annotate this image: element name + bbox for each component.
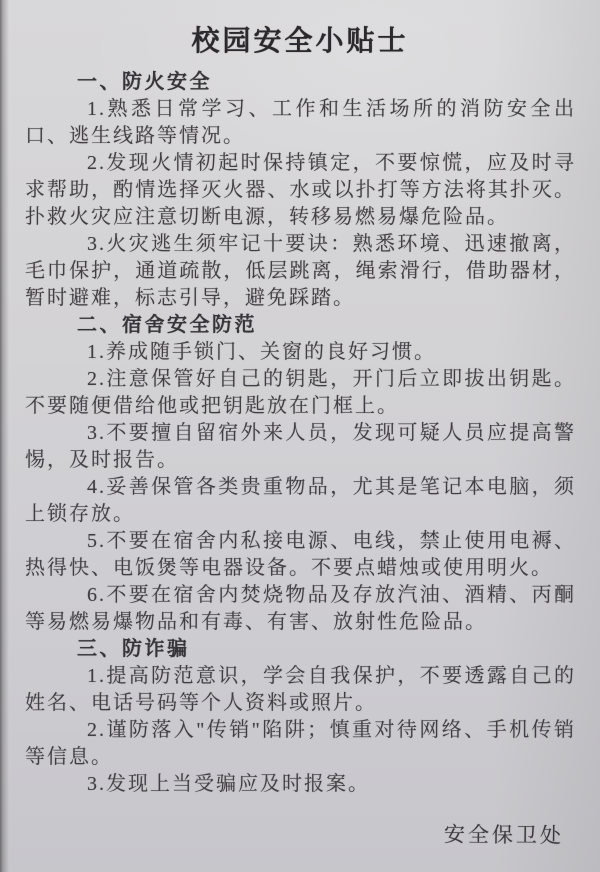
- paragraph-dorm-6: 6.不要在宿舍内焚烧物品及存放汽油、酒精、丙酮等易燃易爆物品和有毒、有害、放射性危险品。: [25, 584, 576, 633]
- paragraph-dorm-4: 4.妥善保管各类贵重物品，尤其是笔记本电脑，须上锁存放。: [25, 476, 576, 525]
- section-fire-safety: [25, 69, 576, 312]
- paragraph-fraud-1: 1.提高防范意识，学会自我保护，不要透露自己的姓名、电话号码等个人资料或照片。: [25, 665, 576, 714]
- paragraph-dorm-3: 3.不要擅自留宿外来人员，发现可疑人员应提高警惕，及时报告。: [25, 422, 576, 471]
- page-title: 校园安全小贴士: [191, 26, 409, 57]
- paragraph-fraud-2: 2.谨防落入"传销"陷阱；慎重对待网络、手机传销等信息。: [25, 719, 576, 768]
- section-heading-fraud-prevention: 三、防诈骗: [77, 638, 190, 660]
- section-heading-dorm-safety: 二、宿舍安全防范: [77, 314, 257, 336]
- paragraph-dorm-2: 2.注意保管好自己的钥匙，开门后立即拔出钥匙。不要随便借给他或把钥匙放在门框上。: [25, 368, 576, 417]
- paragraph-fire-2: 2.发现火情初起时保持镇定，不要惊慌，应及时寻求帮助，酌情选择灭火器、水或以扑打等方法将其扑灭。扑救火灾应注意切断电源，转移易燃易爆危险品。: [25, 152, 576, 228]
- paragraph-fraud-3: 3.发现上当受骗应及时报案。: [87, 773, 370, 795]
- paragraph-fire-1: 1.熟悉日常学习、工作和生活场所的消防安全出口、逃生线路等情况。: [25, 98, 576, 147]
- paragraph-fire-3: 3.火灾逃生须牢记十要诀：熟悉环境、迅速撤离，毛巾保护，通道疏散，低层跳离，绳索滑行，借助器材，暂时避难，标志引导，避免踩踏。: [25, 233, 576, 309]
- section-heading-fire-safety: 一、防火安全: [77, 71, 212, 93]
- paragraph-dorm-1: 1.养成随手锁门、关窗的良好习惯。: [87, 341, 436, 363]
- section-dorm-safety: [25, 312, 576, 636]
- paragraph-dorm-5: 5.不要在宿舍内私接电源、电线，禁止使用电褥、热得快、电饭煲等电器设备。不要点蜡烛或使用明火。: [25, 530, 576, 579]
- section-fraud-prevention: [25, 636, 576, 798]
- signature: 安全保卫处: [443, 822, 565, 848]
- document-body: [25, 69, 576, 798]
